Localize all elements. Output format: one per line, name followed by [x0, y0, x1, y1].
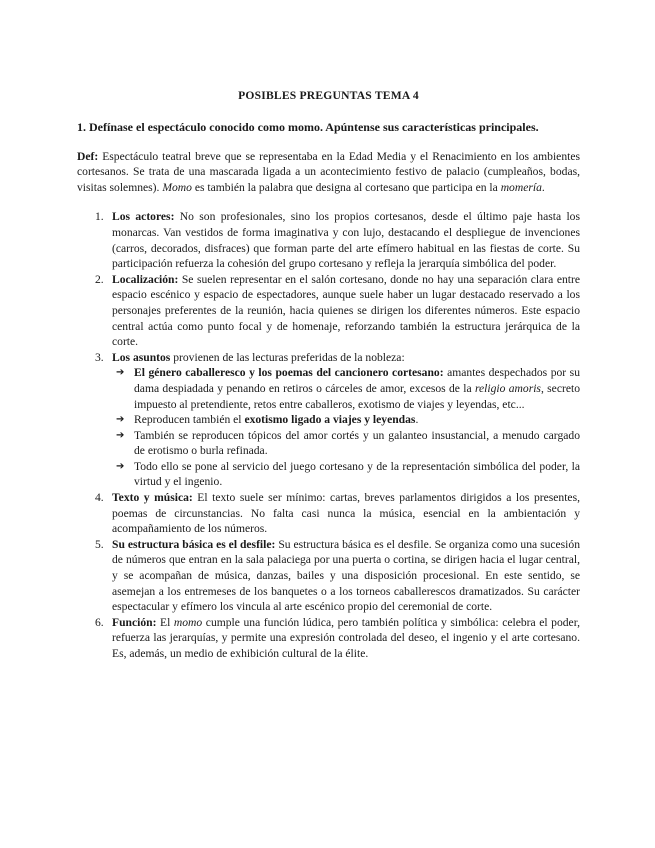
arrow-icon: ➔: [116, 367, 125, 379]
list-number: 3.: [95, 350, 104, 364]
item-heading: Texto y música:: [112, 491, 193, 505]
arrow-icon: ➔: [116, 414, 125, 426]
item-heading: Función:: [112, 615, 157, 629]
definition-paragraph: [77, 149, 580, 196]
page-title: POSIBLES PREGUNTAS TEMA 4: [238, 89, 419, 102]
list-number: 5.: [95, 537, 104, 551]
characteristics-list: [77, 209, 580, 661]
list-item-actors: [95, 209, 580, 271]
arrow-icon: ➔: [116, 429, 125, 441]
question-heading: 1. Defínase el espectáculo conocido como momo. Apúntense sus características principales.: [77, 119, 539, 134]
item-text: Se suelen representar en el salón cortesano, donde no hay una separación clara entre espacio escénico y espacio de espectadores, aunque suele haber un lugar destacado reservado a los personajes preferentes de la reunión, hacia quienes se dirigen los diferentes números. Este espacio central actúa como punto focal y de homenaje, reforzando también la estructura jerárquica de la corte.: [112, 272, 580, 349]
list-item-text-music: [95, 490, 580, 537]
item-heading: Su estructura básica es el desfile:: [112, 537, 276, 551]
list-number: 1.: [95, 210, 104, 224]
subitem-text: amantes despechados por su dama despiadada y penando en retiros o cárceles de amor, excesos de la: [134, 366, 580, 395]
sublist-item: [116, 365, 580, 412]
subitem-bold: El género caballeresco y los poemas del cancionero cortesano:: [134, 366, 444, 380]
sublist-item: [116, 412, 580, 428]
topics-sublist: [112, 365, 580, 490]
arrow-icon: ➔: [116, 460, 125, 472]
definition-text-a: Espectáculo teatral breve que se representaba en la Edad Media y el Renacimiento en los ambientes cortesanos. Se trata de una mascarada ligada a un acontecimiento festivo de palacio (cumpleaños, bodas, visitas solemnes).: [77, 149, 580, 194]
list-number: 2.: [95, 272, 104, 286]
subitem-bold: exotismo ligado a viajes y leyendas: [244, 413, 416, 427]
subitem-text: .: [415, 413, 419, 427]
list-number: 6.: [95, 615, 104, 629]
subitem-text: , secreto impuesto al pretendiente, retos entre caballeros, exotismo de viajes y leyendas, etc...: [134, 381, 580, 411]
list-item-function: [95, 615, 580, 662]
sublist-item: [116, 459, 580, 490]
item-heading: Los actores:: [112, 210, 175, 224]
item-heading: Localización:: [112, 272, 179, 286]
item-text: El texto suele ser mínimo: cartas, breves parlamentos dirigidos a los presentes, poemas de circunstancias. No falta casi nunca la música, esencial en la ambientación y acompañamiento de los números.: [112, 491, 580, 536]
item-text: No son profesionales, sino los propios cortesanos, desde el último paje hasta los monarcas. Van vestidos de forma imaginativa y con lujo, destacando el despliegue de invenciones (carros, decorados, disfraces) que forman parte del arte efímero habitual en las fiestas de corte. Su participación refuerza la cohesión del grupo cortesano y refleja la jerarquía simbólica del poder.: [112, 210, 580, 271]
subitem-text: Reproducen también el: [134, 413, 245, 427]
item-text: cumple una función lúdica, pero también política y simbólica: celebra el poder, refuerza las jerarquías, y permite una expresión controlada del deseo, el ingenio y el arte cortesano. Es, además, un medio de exhibición cultural de la élite.: [112, 615, 580, 660]
item-heading: Los asuntos: [112, 350, 171, 364]
list-item-topics: [95, 350, 580, 490]
item-text: El: [156, 615, 174, 629]
list-item-location: [95, 272, 580, 350]
list-item-structure: [95, 537, 580, 615]
list-number: 4.: [95, 491, 104, 505]
definition-term: Momo: [162, 180, 192, 194]
definition-label: Def:: [77, 149, 99, 163]
item-text: provienen de las lecturas preferidas de la nobleza:: [170, 350, 405, 364]
definition-text-c: .: [541, 180, 545, 194]
subitem-text: También se reproducen tópicos del amor cortés y un galanteo insustancial, a menudo cargado de erotismo o burla refinada.: [134, 428, 580, 458]
definition-term2: momería: [500, 180, 542, 194]
sublist-item: [116, 428, 580, 459]
definition-text-b: es también la palabra que designa al cortesano que participa en la: [191, 180, 501, 194]
item-text: Su estructura básica es el desfile. Se organiza como una sucesión de números que entran en la sala palaciega por una puerta o cortina, se dirigen hacia el lugar central, y se acompañan de música, danzas, bailes y una disposición procesional. En este sentido, se asemejan a los entremeses de los banquetes o a los torneos caballerescos dramatizados. Su carácter espectacular y efímero los vincula al arte escénico propio del ceremonial de corte.: [112, 537, 580, 614]
subitem-text: Todo ello se pone al servicio del juego cortesano y de la representación simbólica del poder, la virtud y el ingenio.: [134, 459, 580, 489]
item-italic: momo: [173, 615, 203, 629]
subitem-italic: religio amoris: [474, 381, 541, 395]
